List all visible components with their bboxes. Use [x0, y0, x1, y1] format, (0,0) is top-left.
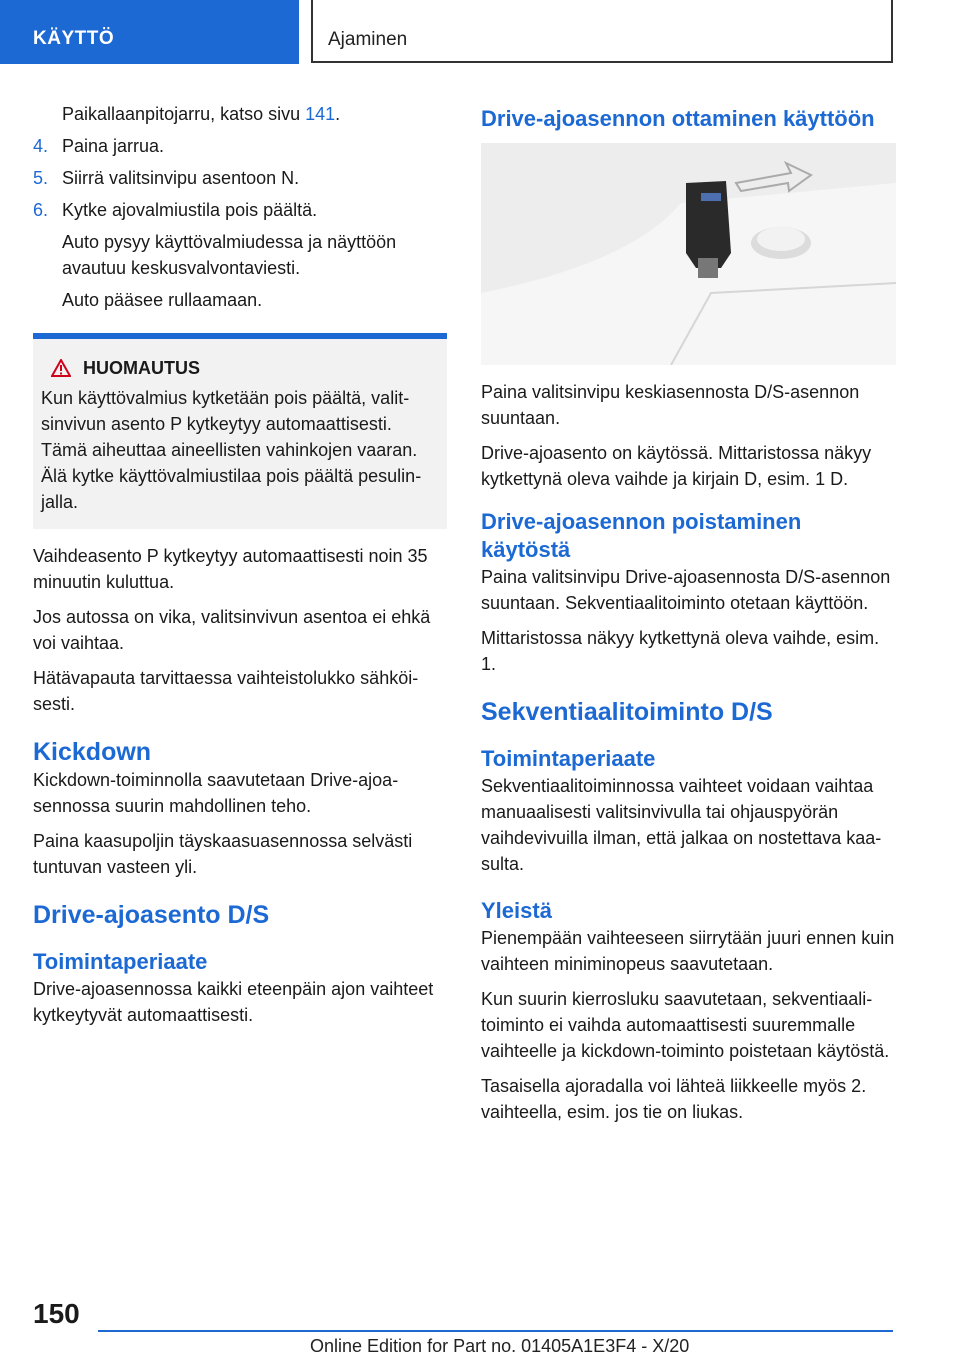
note-heading: HUOMAUTUS [41, 355, 439, 381]
heading-ottaminen: Drive-ajoasennon ottaminen käyttöön [481, 106, 875, 131]
paragraph: Kickdown-toiminnolla saavutetaan Drive-ajoasennossa suurin mahdollinen teho. [33, 770, 399, 816]
section-title: KÄYTTÖ [33, 28, 115, 49]
paragraph: Paina valitsinvipu Drive-ajoasennosta D/S-asennon suuntaan. Sekventiaalitoiminto otetaan käyttöön. [481, 567, 891, 613]
heading-kickdown: Kickdown [33, 738, 152, 766]
paragraph: Drive-ajoasento on käytössä. Mittaristossa näkyy kytkettynä oleva vaihde ja kirjain D, esim. 1 D. [481, 443, 872, 489]
heading-sekventiaali: Sekventiaalitoiminto D/S [481, 698, 773, 726]
paragraph: Mittaristossa näkyy kytkettynä oleva vaihde, esim. 1. [481, 628, 880, 674]
footer-divider [98, 1330, 893, 1332]
heading-toimintaperiaate: Toimintaperiaate [33, 949, 208, 974]
heading-drive: Drive-ajoasento D/S [33, 901, 270, 929]
gear-selector-photo [481, 143, 896, 365]
page-link[interactable]: 141 [305, 104, 336, 124]
footer-edition: Online Edition for Part no. 01405A1E3F4 - X/20 [310, 1336, 690, 1356]
warning-triangle-icon [51, 359, 71, 377]
heading-toimintaperiaate: Toimintaperiaate [481, 746, 656, 771]
paragraph: Drive-ajoasennossa kaikki eteenpäin ajon vaihteet kytkeytyvät automaattisesti. [33, 979, 434, 1025]
paragraph: Kun suurin kierrosluku saavutetaan, sekventiaalitoiminto ei vaihda automaattisesti suuremmalle vaihteelle ja kickdown-toiminto poistetaan käytöstä. [481, 989, 890, 1061]
warning-note [33, 333, 447, 529]
heading-yleista: Yleistä [481, 898, 552, 923]
heading-poistaminen: Drive-ajoasennon poistaminen käytöstä [481, 509, 802, 562]
paragraph: Tasaisella ajoradalla voi lähteä liikkeelle myös 2. vaihteella, esim. jos tie on liukas. [481, 1076, 867, 1122]
paragraph: Vaihdeasento P kytkeytyy automaattisesti noin 35 minuutin kuluttua. [33, 546, 428, 592]
step-continuation: Auto pääsee rullaamaan. [62, 290, 263, 310]
chapter-tab [311, 0, 893, 63]
paragraph: Paina valitsinvipu keskiasennosta D/S-asennon suuntaan. [481, 382, 860, 428]
list-item: 4. Paina jarrua. [33, 136, 165, 156]
left-column [33, 101, 447, 1037]
step-continuation: Auto pysyy käyttövalmiudessa ja näyttöön avautuu keskusvalvontaviesti. [62, 232, 397, 278]
paragraph: Hätävapauta tarvittaessa vaihteistolukko sähköisesti. [33, 668, 419, 714]
paragraph: Paina kaasupoljin täyskaasuasennossa selvästi tuntuvan vasteen yli. [33, 831, 413, 877]
paragraph: Sekventiaalitoiminnossa vaihteet voidaan vaihtaa manuaalisesti valitsinvivulla tai ohjauspyörän vaihdevivuilla ilman, että jalkaa on nostettava kaasulta. [481, 776, 882, 874]
page-number: 150 [33, 1298, 80, 1329]
section-tab [0, 0, 299, 64]
right-column [481, 101, 896, 1134]
list-item: 6. Kytke ajovalmiustila pois päältä. [33, 200, 318, 220]
chapter-title: Ajaminen [328, 29, 408, 50]
paragraph: Jos autossa on vika, valitsinvivun asentoa ei ehkä voi vaihtaa. [33, 607, 431, 653]
intro-line: Paikallaanpitojarru, katso sivu 141. [62, 104, 341, 124]
paragraph: Pienempään vaihteeseen siirrytään juuri ennen kuin vaihteen miniminopeus saavutetaan. [481, 928, 895, 974]
list-item: 5. Siirrä valitsinvipu asentoon N. [33, 168, 300, 188]
note-body: Kun käyttövalmius kytketään pois päältä, valitsinvivun asento P kytkeytyy automaattisesti. Tämä aiheuttaa aineellisten vahinkojen vaaran. Älä kytke käyttövalmiustilaa pois päältä pesulinjalla. [41, 388, 422, 512]
